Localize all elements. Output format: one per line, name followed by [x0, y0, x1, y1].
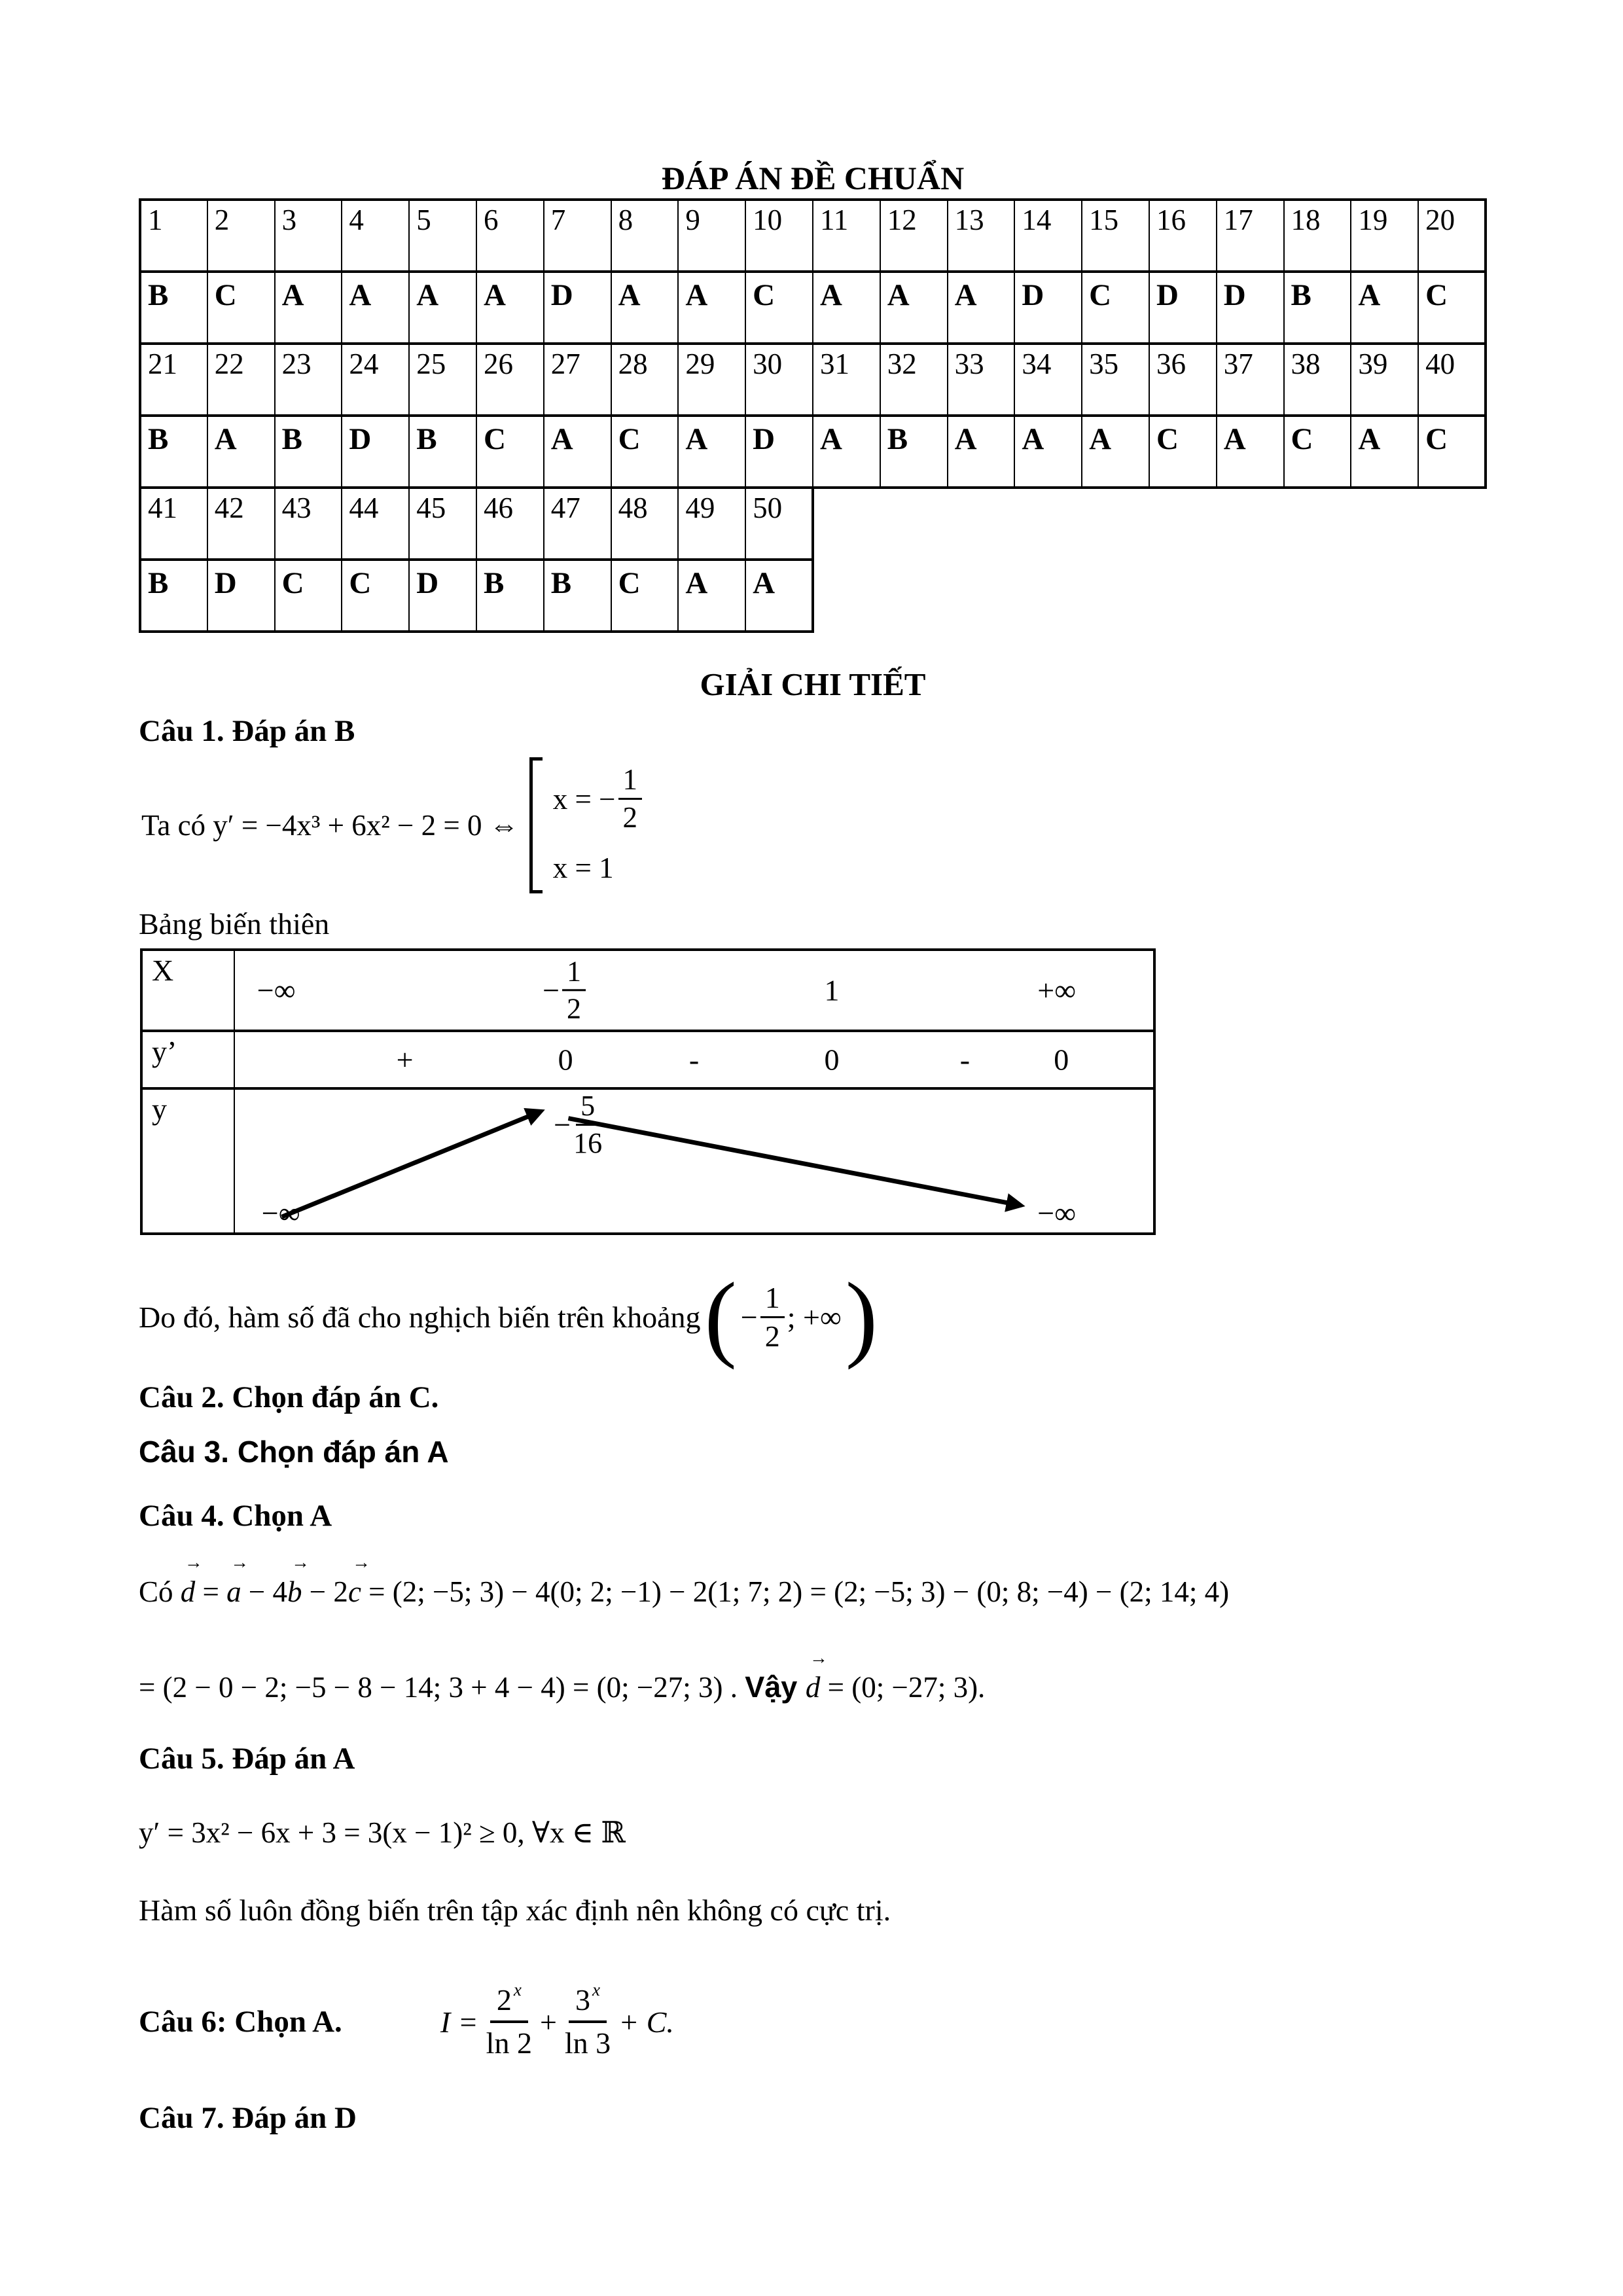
page-title: ĐÁP ÁN ĐỀ CHUẨN [661, 160, 965, 196]
question-4-math-line-2 [139, 1647, 1487, 1705]
answer-letter-cell: C [611, 416, 679, 488]
question-4-math-line-1 [139, 1552, 1487, 1609]
interval-expression [741, 1282, 842, 1353]
x-critical-value-2: 1 [824, 973, 840, 1007]
question-number-cell: 33 [948, 344, 1015, 416]
question-number-cell: 11 [813, 200, 880, 272]
answer-letter-cell: D [544, 272, 611, 344]
vector-arrow-icon: → [230, 1552, 249, 1573]
question-number-cell: 50 [745, 488, 813, 560]
question-number-cell: 45 [409, 488, 476, 560]
yprime-sign: - [688, 1043, 700, 1077]
question-1-heading: Câu 1. Đáp án B [139, 714, 355, 749]
variation-table [140, 948, 1156, 1235]
fraction-numerator [569, 1979, 607, 2024]
answer-letter-cell: C [1418, 272, 1486, 344]
question-number-cell: 1 [140, 200, 207, 272]
question-number-cell: 17 [1217, 200, 1284, 272]
variation-arrows [235, 1090, 1153, 1232]
x-minus-infinity: −∞ [257, 973, 296, 1007]
fraction-denominator: 2 [764, 1319, 780, 1354]
math-text: − 4 [241, 1575, 288, 1608]
answer-table-1-40 [139, 198, 1487, 489]
plus-sign: + [539, 2005, 557, 2039]
answer-letter-cell: D [1217, 272, 1284, 344]
answer-letter-cell: C [611, 560, 679, 632]
exponent: x [513, 1979, 522, 2000]
fraction-2x-ln2 [486, 1979, 532, 2060]
question-number-cell: 15 [1082, 200, 1149, 272]
question-number-cell: 12 [880, 200, 948, 272]
answer-table-41-50 [139, 486, 814, 633]
vector-arrow-icon: → [809, 1647, 828, 1668]
arrow-up-icon [282, 1112, 540, 1217]
answer-letter-cell: A [409, 272, 476, 344]
question-number-cell: 25 [409, 344, 476, 416]
question-number-cell: 27 [544, 344, 611, 416]
math-text: = (2 − 0 − 2; −5 − 8 − 14; 3 + 4 − 4) = (0; −27; 3) . [139, 1670, 745, 1704]
question-number-cell: 20 [1418, 200, 1486, 272]
question-number-cell: 29 [678, 344, 745, 416]
question-5-note: Hàm số luôn đồng biến trên tập xác định nên không có cực trị. [139, 1893, 891, 1928]
answer-letter-cell: A [1351, 416, 1418, 488]
vector-d [180, 1552, 203, 1609]
fraction-sign: − [554, 1107, 571, 1141]
question-5-heading: Câu 5. Đáp án A [139, 1741, 355, 1776]
answer-letter-cell: A [275, 272, 342, 344]
vector-arrow-icon: → [184, 1552, 203, 1573]
answer-letter-cell: C [1418, 416, 1486, 488]
math-text: = [195, 1575, 227, 1608]
yprime-zero: 0 [1054, 1043, 1069, 1077]
yprime-zero: 0 [824, 1043, 840, 1077]
question-number-cell: 37 [1217, 344, 1284, 416]
variation-yprime-row [234, 1031, 1154, 1088]
answer-letter-cell: D [1149, 272, 1217, 344]
answer-letter-cell: C [207, 272, 275, 344]
question-number-cell: 14 [1014, 200, 1082, 272]
fraction-numerator: 1 [562, 956, 586, 991]
answer-letter-cell: A [678, 272, 745, 344]
fraction-sign: − [543, 973, 560, 1007]
answer-letter-cell: B [140, 560, 207, 632]
question-number-cell: 5 [409, 200, 476, 272]
fraction-numerator: 5 [576, 1091, 599, 1126]
answer-letter-cell: B [140, 272, 207, 344]
question-1-equation [141, 750, 1487, 901]
fraction-numerator [490, 1979, 528, 2024]
question-number-cell: 19 [1351, 200, 1418, 272]
vector-arrow-icon: → [291, 1552, 310, 1573]
answer-letter-cell: C [1284, 416, 1351, 488]
answer-letter-cell: A [880, 272, 948, 344]
question-3-heading: Câu 3. Chọn đáp án A [139, 1435, 449, 1469]
yprime-zero: 0 [558, 1043, 573, 1077]
answer-letter-cell: B [409, 416, 476, 488]
answer-letter-cell: C [1149, 416, 1217, 488]
exponent: x [592, 1979, 601, 2000]
vector-letter: d [805, 1670, 821, 1704]
question-6-formula [440, 1979, 674, 2060]
vector-letter: c [348, 1575, 361, 1608]
variation-yprime-label: y’ [141, 1031, 234, 1088]
answer-letter-cell: B [544, 560, 611, 632]
question-number-cell: 16 [1149, 200, 1217, 272]
math-text: Có [139, 1575, 181, 1608]
variation-x-label: X [141, 950, 234, 1031]
question-number-cell: 44 [342, 488, 409, 560]
answer-letter-cell: C [1082, 272, 1149, 344]
question-number-cell: 48 [611, 488, 679, 560]
question-number-cell: 43 [275, 488, 342, 560]
question-number-cell: 47 [544, 488, 611, 560]
question-7-heading: Câu 7. Đáp án D [139, 2101, 357, 2136]
open-paren-icon: ( [704, 1263, 737, 1371]
answer-letter-cell: D [409, 560, 476, 632]
variation-y-label: y [141, 1088, 234, 1234]
question-number-cell: 28 [611, 344, 679, 416]
formula-lead: I = [440, 2005, 478, 2039]
question-number-cell: 24 [342, 344, 409, 416]
equation-system [553, 764, 645, 886]
equation-text: Ta có y′ = −4x³ + 6x² − 2 = 0 ⇔ [141, 808, 519, 842]
answer-letter-cell: A [745, 560, 813, 632]
system-line-2-text: x = 1 [552, 852, 614, 885]
answer-letter-cell: A [544, 416, 611, 488]
answer-letter-cell: A [948, 416, 1015, 488]
question-number-cell: 18 [1284, 200, 1351, 272]
question-1-conclusion [139, 1263, 1487, 1372]
vector-d [805, 1647, 828, 1705]
question-number-cell: 46 [476, 488, 544, 560]
fraction-sign: − [740, 1300, 758, 1335]
fraction-numerator: 1 [760, 1282, 785, 1318]
answer-letter-cell: A [342, 272, 409, 344]
vector-letter: b [287, 1575, 302, 1608]
question-number-cell: 32 [880, 344, 948, 416]
answer-letter-cell: A [207, 416, 275, 488]
fraction-denominator: 16 [573, 1127, 603, 1160]
math-text: = (0; −27; 3). [820, 1670, 986, 1704]
answer-letter-cell: D [745, 416, 813, 488]
answer-letter-cell: B [1284, 272, 1351, 344]
question-number-cell: 38 [1284, 344, 1351, 416]
detail-section-title: GIẢI CHI TIẾT [700, 666, 926, 702]
answer-letter-cell: C [342, 560, 409, 632]
question-number-cell: 9 [678, 200, 745, 272]
question-number-cell: 30 [745, 344, 813, 416]
answer-letter-cell: D [207, 560, 275, 632]
x-critical-value-1 [543, 956, 588, 1024]
question-number-cell: 40 [1418, 344, 1486, 416]
question-6-heading: Câu 6: Chọn A. [139, 2005, 342, 2039]
answer-letter-cell: A [678, 560, 745, 632]
answer-letter-cell: A [813, 416, 880, 488]
answer-letter-cell: C [745, 272, 813, 344]
question-number-cell: 2 [207, 200, 275, 272]
fraction-denominator: ln 2 [486, 2026, 532, 2060]
fraction-numerator: 1 [618, 764, 643, 800]
system-line-1-text: x = − [552, 782, 616, 816]
answer-letter-cell: A [678, 416, 745, 488]
close-paren-icon: ) [845, 1263, 878, 1371]
vector-b [287, 1552, 310, 1609]
vay-text: Vậy [745, 1670, 806, 1704]
formula-tail: + C. [618, 2005, 674, 2039]
question-number-cell: 7 [544, 200, 611, 272]
fraction-denominator: ln 3 [564, 2026, 611, 2060]
question-6-block [139, 1966, 1487, 2077]
vector-arrow-icon: → [351, 1552, 370, 1573]
question-number-cell: 6 [476, 200, 544, 272]
fraction-one-half [760, 1282, 785, 1353]
answer-letter-cell: C [275, 560, 342, 632]
question-number-cell: 35 [1082, 344, 1149, 416]
answer-letter-cell: A [1217, 416, 1284, 488]
system-bracket-icon [529, 757, 543, 893]
vector-letter: d [180, 1575, 196, 1608]
answer-letter-cell: D [1014, 272, 1082, 344]
question-5-equation: y′ = 3x² − 6x + 3 = 3(x − 1)² ≥ 0, ∀x ∈ ℝ [139, 1816, 626, 1850]
question-number-cell: 8 [611, 200, 679, 272]
fraction-denominator: 2 [567, 992, 582, 1025]
answer-letter-cell: A [611, 272, 679, 344]
question-number-cell: 42 [207, 488, 275, 560]
math-text: − 2 [302, 1575, 348, 1608]
conclusion-text: Do đó, hàm số đã cho nghịch biến trên khoảng [139, 1300, 701, 1335]
answer-letter-cell: A [1082, 416, 1149, 488]
y-minus-infinity-right: −∞ [1037, 1196, 1077, 1230]
answer-letter-cell: D [342, 416, 409, 488]
answer-letter-cell: A [1014, 416, 1082, 488]
answer-letter-cell: A [1351, 272, 1418, 344]
answer-letter-cell: A [476, 272, 544, 344]
y-minus-infinity-left: −∞ [261, 1196, 300, 1230]
question-number-cell: 34 [1014, 344, 1082, 416]
system-line-2 [553, 850, 645, 886]
question-number-cell: 31 [813, 344, 880, 416]
variation-y-row [234, 1088, 1154, 1234]
variation-table-label: Bảng biến thiên [139, 906, 330, 941]
question-number-cell: 36 [1149, 344, 1217, 416]
answer-letter-cell: C [476, 416, 544, 488]
system-line-1 [553, 764, 645, 834]
vector-letter: a [226, 1575, 241, 1608]
answer-letter-cell: B [140, 416, 207, 488]
vector-a [226, 1552, 249, 1609]
base: 2 [496, 1982, 512, 2017]
math-text: = (2; −5; 3) − 4(0; 2; −1) − 2(1; 7; 2) = (2; −5; 3) − (0; 8; −4) − (2; 14; 4) [361, 1575, 1230, 1608]
answer-letter-cell: A [948, 272, 1015, 344]
x-plus-infinity: +∞ [1037, 973, 1077, 1007]
question-number-cell: 22 [207, 344, 275, 416]
yprime-sign: - [959, 1043, 971, 1077]
question-2-heading: Câu 2. Chọn đáp án C. [139, 1380, 439, 1414]
answer-letter-cell: A [813, 272, 880, 344]
answer-letter-cell: B [476, 560, 544, 632]
answer-letter-cell: B [880, 416, 948, 488]
interval-tail: ; +∞ [787, 1300, 842, 1335]
vector-c [348, 1552, 370, 1609]
question-number-cell: 21 [140, 344, 207, 416]
base: 3 [575, 1982, 591, 2017]
question-number-cell: 23 [275, 344, 342, 416]
answer-letter-cell: B [275, 416, 342, 488]
question-4-heading: Câu 4. Chọn A [139, 1499, 332, 1534]
fraction-one-half [618, 764, 643, 834]
question-number-cell: 49 [678, 488, 745, 560]
question-number-cell: 26 [476, 344, 544, 416]
question-number-cell: 41 [140, 488, 207, 560]
question-number-cell: 10 [745, 200, 813, 272]
arrow-down-icon [568, 1118, 1020, 1205]
fraction-3x-ln3 [564, 1979, 611, 2060]
fraction-five-sixteenths [573, 1091, 602, 1158]
yprime-sign: + [396, 1043, 414, 1077]
question-number-cell: 3 [275, 200, 342, 272]
question-number-cell: 13 [948, 200, 1015, 272]
fraction-denominator: 2 [622, 801, 638, 834]
y-local-max-value [554, 1091, 605, 1158]
variation-x-row [234, 950, 1154, 1031]
fraction-one-half [562, 956, 586, 1024]
question-number-cell: 39 [1351, 344, 1418, 416]
question-number-cell: 4 [342, 200, 409, 272]
